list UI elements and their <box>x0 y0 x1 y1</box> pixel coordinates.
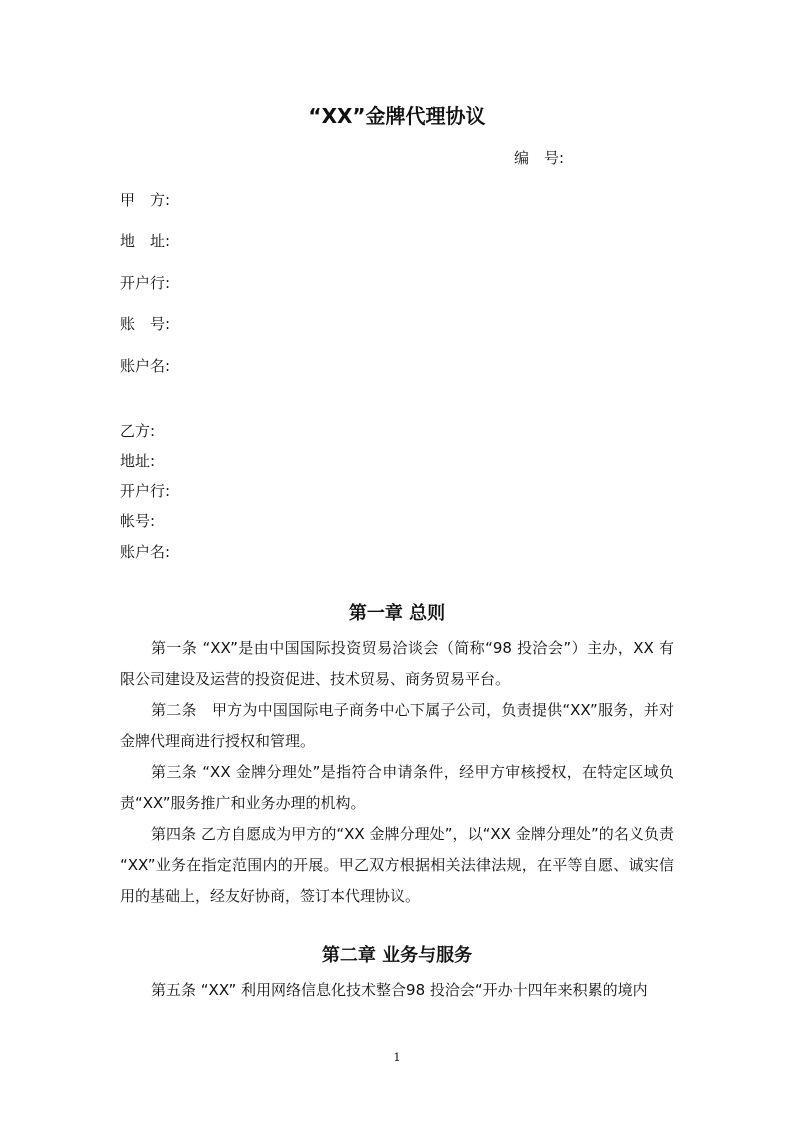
contract-number-label: 编 号: <box>514 149 565 167</box>
party-a-address-label: 地 址: <box>120 232 171 250</box>
article-1: 第一条 “XX”是由中国国际投资贸易洽谈会（简称“98 投洽会”）主办，XX 有限公司建设及运营的投资促进、技术贸易、商务贸易平台。 <box>120 639 674 688</box>
party-b-account-name-label: 账户名: <box>120 543 171 561</box>
page-number: 1 <box>393 1051 401 1064</box>
party-a-account-label: 账 号: <box>120 315 171 333</box>
party-b-account-label: 帐号: <box>120 512 156 530</box>
article-5: 第五条 “XX” 利用网络信息化技术整合98 投洽会“开办十四年来积累的境内 <box>151 981 648 999</box>
party-a-account-name-label: 账户名: <box>120 357 171 375</box>
article-4: 第四条 乙方自愿成为甲方的“XX 金牌分理处”，以“XX 金牌分理处”的名义负责 “XX”业务在指定范围内的开展。甲乙双方根据相关法律法规，在平等自愿、诚实信用的基础上，经友好协商，签订本代理协议。 <box>120 825 674 905</box>
article-2: 第二条 甲方为中国国际电子商务中心下属子公司，负责提供“XX”服务，并对金牌代理商进行授权和管理。 <box>120 701 674 750</box>
document-title: “XX”金牌代理协议 <box>308 104 486 128</box>
party-b-name-label: 乙方: <box>120 422 156 440</box>
chapter-1-heading: 第一章 总则 <box>348 603 446 624</box>
party-b-address-label: 地址: <box>120 452 156 470</box>
party-a-bank-label: 开户行: <box>120 274 171 292</box>
party-a-name-label: 甲 方: <box>120 191 171 209</box>
article-3: 第三条 “XX 金牌分理处”是指符合申请条件，经甲方审核授权，在特定区域负责“XX”服务推广和业务办理的机构。 <box>120 763 674 812</box>
chapter-2-heading: 第二章 业务与服务 <box>321 945 473 966</box>
party-b-bank-label: 开户行: <box>120 482 171 500</box>
